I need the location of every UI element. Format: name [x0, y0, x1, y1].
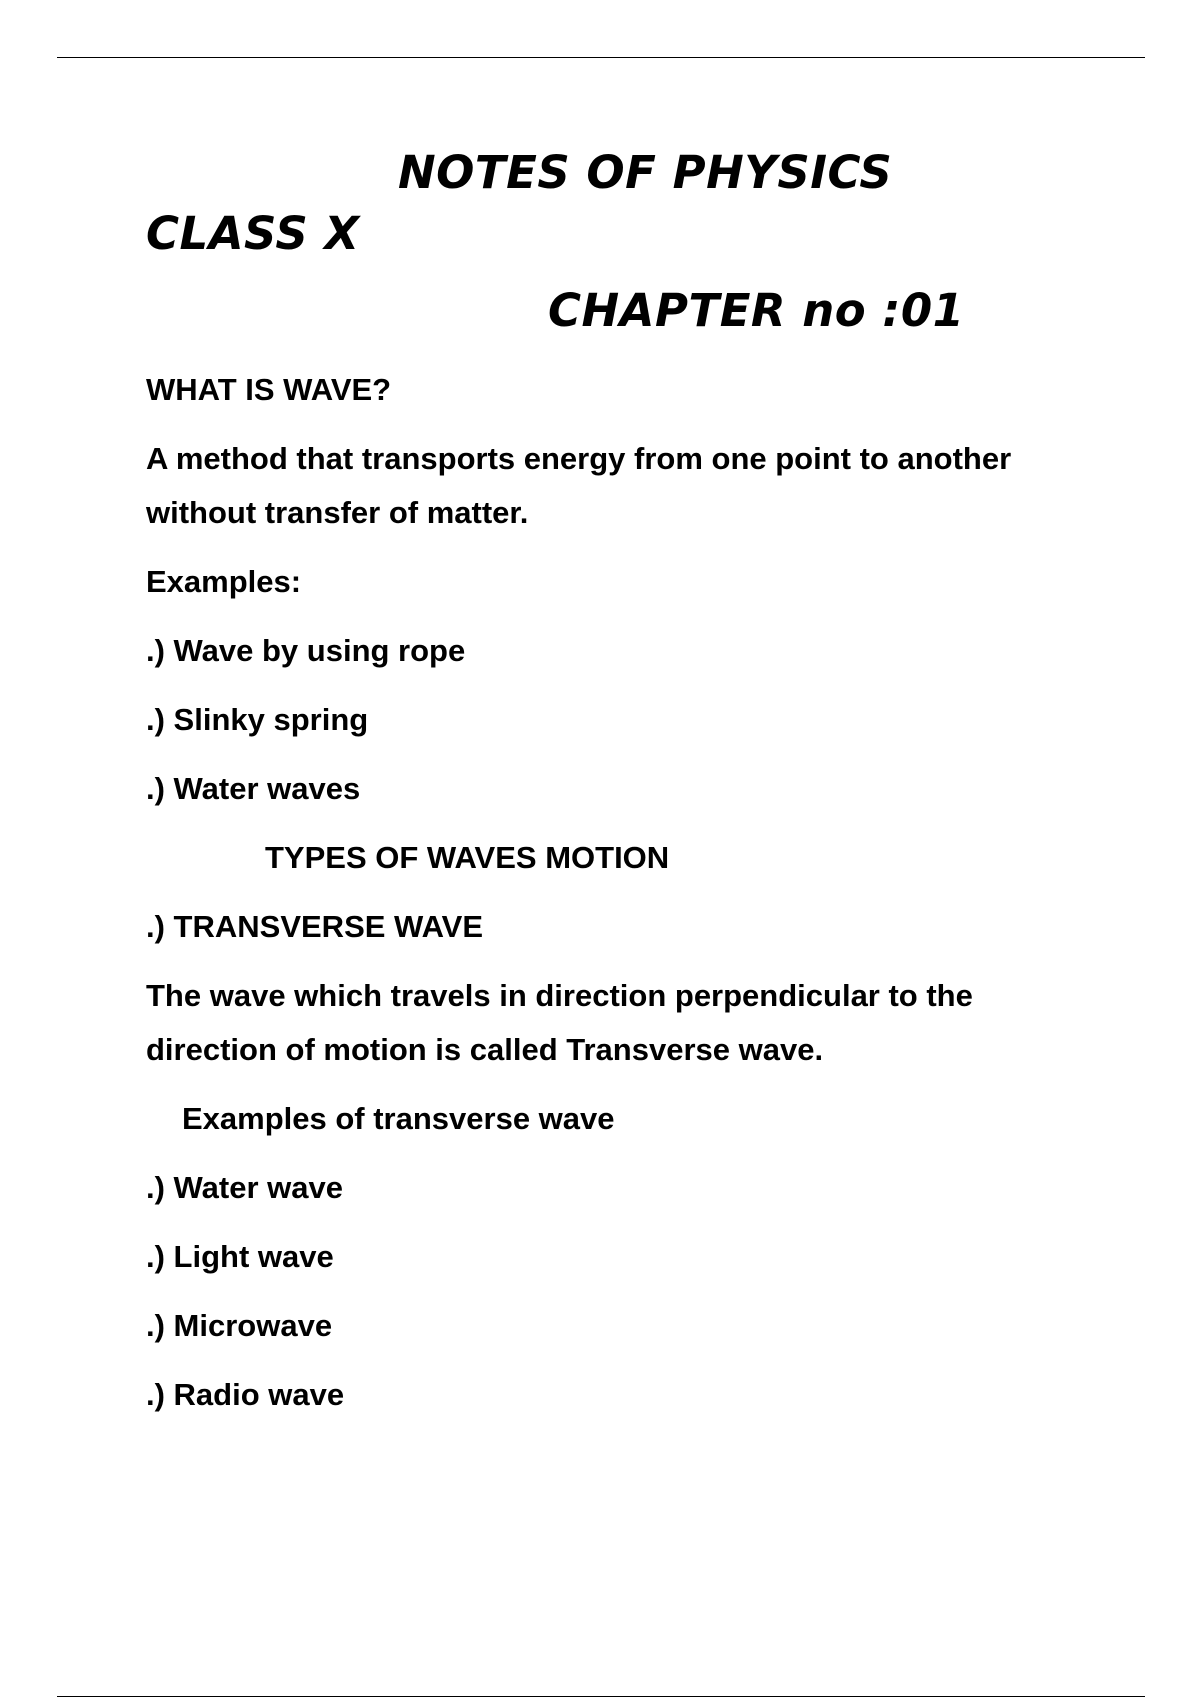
types-of-waves-heading: TYPES OF WAVES MOTION	[265, 840, 670, 875]
list-item: .) Slinky spring	[146, 702, 369, 737]
list-item: .) Water waves	[146, 771, 361, 806]
list-item: .) Light wave	[146, 1239, 334, 1274]
bottom-rule	[57, 1696, 1145, 1697]
wave-definition: A method that transports energy from one point to another without transfer of matter.	[146, 441, 1012, 530]
chapter-label: CHAPTER no :01	[548, 284, 965, 337]
transverse-examples-label: Examples of transverse wave	[182, 1101, 615, 1136]
top-rule	[57, 57, 1145, 58]
document-body	[146, 363, 1086, 1437]
list-item: .) Radio wave	[146, 1377, 345, 1412]
page-title: NOTES OF PHYSICS	[398, 146, 893, 199]
examples-label: Examples:	[146, 564, 302, 599]
list-item: .) Water wave	[146, 1170, 343, 1205]
transverse-wave-definition: The wave which travels in direction perpendicular to the direction of motion is called Transverse wave.	[146, 978, 973, 1067]
class-label: CLASS X	[146, 207, 360, 260]
list-item: .) Microwave	[146, 1308, 333, 1343]
transverse-wave-heading: .) TRANSVERSE WAVE	[146, 909, 484, 944]
list-item: .) Wave by using rope	[146, 633, 466, 668]
what-is-wave-heading: WHAT IS WAVE?	[146, 372, 392, 407]
